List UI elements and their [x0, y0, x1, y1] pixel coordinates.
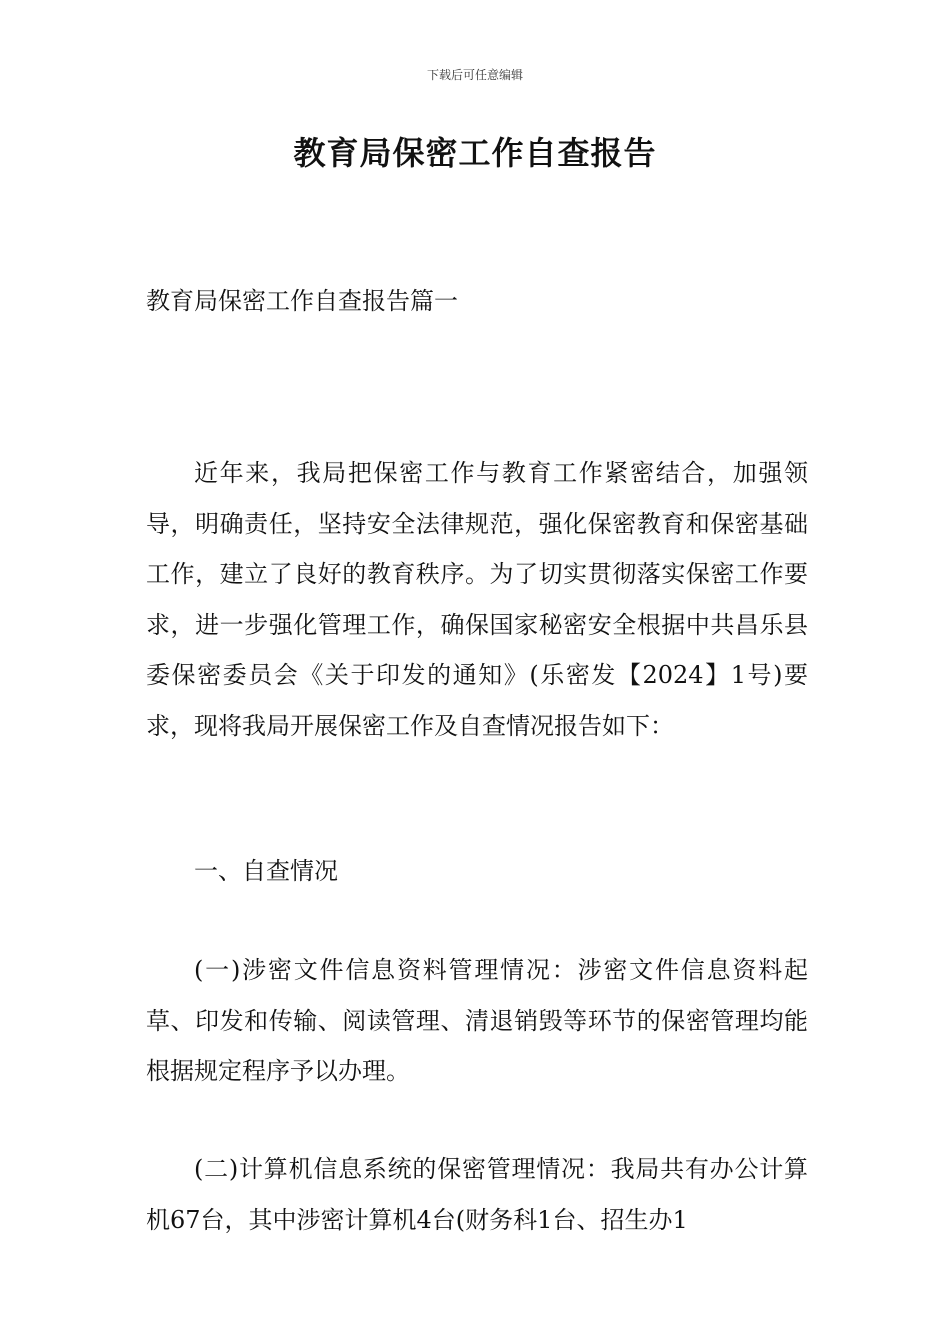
- document-title: 教育局保密工作自查报告: [293, 134, 657, 172]
- document-subtitle: 教育局保密工作自查报告篇一: [146, 287, 458, 315]
- section-heading-self-check: 一、自查情况: [194, 857, 338, 885]
- paragraph-computer-systems: (二)计算机信息系统的保密管理情况：我局共有办公计算机67台，其中涉密计算机4台(财务科1台、招生办1: [146, 1155, 808, 1234]
- header-note: 下载后可任意编辑: [426, 68, 523, 82]
- paragraph-classified-files: (一)涉密文件信息资料管理情况：涉密文件信息资料起草、印发和传输、阅读管理、清退销毁等环节的保密管理均能根据规定程序予以办理。: [146, 956, 808, 1085]
- paragraph-intro: 近年来，我局把保密工作与教育工作紧密结合，加强领导，明确责任，坚持安全法律规范，强化保密教育和保密基础工作，建立了良好的教育秩序。为了切实贯彻落实保密工作要求，进一步强化管理工作，确保国家秘密安全根据中共昌乐县委保密委员会《关于印发的通知》(乐密发【2024】1号)要求，现将我局开展保密工作及自查情况报告如下：: [146, 459, 808, 740]
